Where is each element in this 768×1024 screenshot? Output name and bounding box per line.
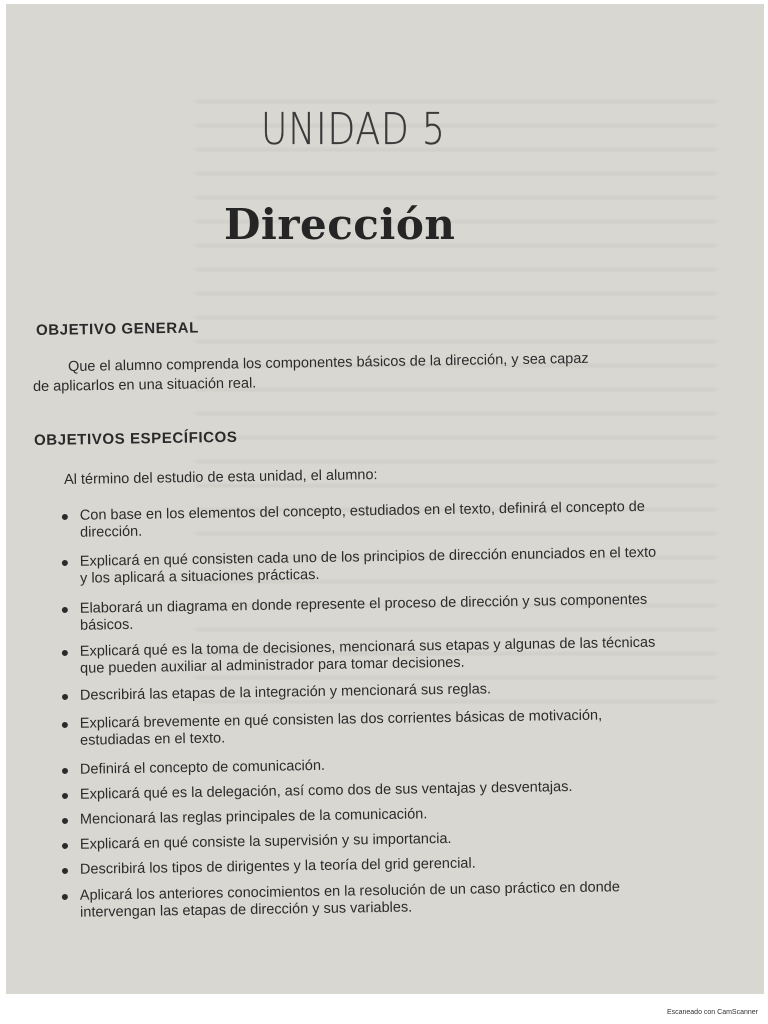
bullet-icon xyxy=(62,768,68,774)
scanned-page xyxy=(6,4,764,994)
bullet-icon xyxy=(62,560,68,566)
objective-text-8: Explicará qué es la delegación, así como dos de sus ventajas y desventajas. xyxy=(79,778,573,803)
objective-text-3: Elaborará un diagrama en donde represente el proceso de dirección y sus componentes básicos. xyxy=(79,591,648,634)
bullet-icon xyxy=(62,607,68,613)
objective-text-4: Explicará qué es la toma de decisiones, mencionará sus etapas y algunas de las técnicas que pueden auxiliar al administrador para tomar decisiones. xyxy=(79,634,656,677)
bullet-icon xyxy=(62,843,68,849)
unit-title: UNIDAD 5 xyxy=(261,104,446,155)
bullet-icon xyxy=(62,818,68,824)
objective-item-6 xyxy=(62,707,657,750)
objective-text-2: Explicará en qué consisten cada uno de los principios de dirección enunciados en el texto y los aplicará a situaciones prácticas. xyxy=(79,544,657,587)
scanner-watermark: Escaneado con CamScanner xyxy=(666,1009,758,1016)
objective-item-10 xyxy=(62,828,657,854)
objective-text-9: Mencionará las reglas principales de la comunicación. xyxy=(79,806,428,828)
bullet-icon xyxy=(62,793,68,799)
bullet-icon xyxy=(62,514,68,520)
objective-text-5: Describirá las etapas de la integración y mencionará sus reglas. xyxy=(79,681,492,704)
objective-text-12: Aplicará los anteriores conocimientos en la resolución de un caso práctico en donde intervengan las etapas de dirección y sus variables. xyxy=(79,879,620,921)
bullet-icon xyxy=(62,650,68,656)
objective-text-1: Con base en los elementos del concepto, estudiados en el texto, definirá el concepto de dirección. xyxy=(79,498,645,541)
objective-text-7: Definirá el concepto de comunicación. xyxy=(79,757,326,778)
general-objective-line-1: Que el alumno comprenda los componentes básicos de la dirección, y sea capaz xyxy=(67,350,589,375)
objective-item-7 xyxy=(62,753,657,779)
specific-objectives-intro: Al término del estudio de esta unidad, el alumno: xyxy=(63,467,378,488)
bullet-icon xyxy=(62,722,68,728)
objective-item-9 xyxy=(62,803,657,829)
objective-item-8 xyxy=(62,778,657,804)
objective-text-6: Explicará brevemente en qué consisten las dos corrientes básicas de motivación, estudiadas en el texto. xyxy=(79,707,603,749)
objective-item-11 xyxy=(62,853,657,879)
specific-objectives-heading: OBJETIVOS ESPECÍFICOS xyxy=(33,428,238,449)
bullet-icon xyxy=(62,894,68,900)
objective-text-11: Describirá los tipos de dirigentes y la teoría del grid gerencial. xyxy=(79,855,476,878)
general-objective-line-2: de aplicarlos en una situación real. xyxy=(32,375,257,395)
bullet-icon xyxy=(62,694,68,700)
objective-item-12 xyxy=(62,879,657,922)
chapter-title: Dirección xyxy=(224,200,456,249)
bullet-icon xyxy=(62,868,68,874)
general-objective-heading: OBJETIVO GENERAL xyxy=(35,319,200,339)
objective-text-10: Explicará en qué consiste la supervisión y su importancia. xyxy=(79,830,452,853)
